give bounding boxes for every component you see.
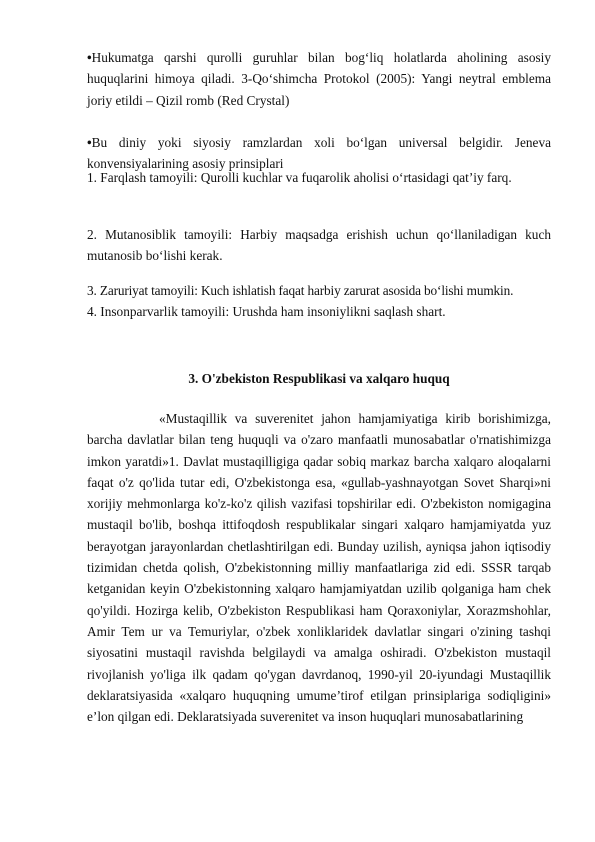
section-heading: 3. O'zbekiston Respublikasi va xalqaro huquq [188,371,450,386]
principle-item-3: 3. Zaruriyat tamoyili: Kuch ishlatish faqat harbiy zarurat asosida bo‘lishi mumkin. [87,283,514,298]
bullet-text: Bu diniy yoki siyosiy ramzlardan xoli bo‘lgan universal belgidir. Jeneva konvensiyalarining asosiy prinsiplari [87,135,551,172]
bullet-text: Hukumatga qarshi qurolli guruhlar bilan bog‘liq holatlarda aholining asosiy huquqlarini himoya qiladi. 3-Qo‘shimcha Protokol (2005): Yangi neytral emblema joriy etildi – Qizil romb (Red Crystal) [87,50,551,108]
principle-item-4: 4. Insonparvarlik tamoyili: Urushda ham insoniylikni saqlash shart. [87,304,446,319]
bullet-paragraph-1 [87,47,551,111]
bullet-marker: • [87,135,92,150]
principle-item-2: 2. Mutanosiblik tamoyili: Harbiy maqsadga erishish uchun qo‘llaniladigan kuch mutanosib bo‘lishi kerak. [87,227,551,264]
principle-item-1: 1. Farqlash tamoyili: Qurolli kuchlar va fuqarolik aholisi o‘rtasidagi qat’iy farq. [87,170,512,185]
body-paragraph: «Mustaqillik va suverenitet jahon hamjamiyatiga kirib borishimizga, barcha davlatlar bilan teng huquqli va o'zaro manfaatli munosabatlar o'rnatishimizga imkon yaratdi»1. Davlat mustaqilligiga qadar sobiq markaz barcha xalqaro aloqalarni faqat o'z qo'lida tutar edi, O'zbekistonga esa, «gullab-yashnayotgan Sovet Sharqi»ni xorijiy mehmonlarga ko'z-ko'z qilish vazifasi topshirilar edi. O'zbekiston nomigagina mustaqil bo'lib, boshqa ittifoqdosh respublikalar singari xalqaro hamjamiyatda yuz berayotgan jarayonlardan chetlashtirilgan edi. Bunday uzilish, ayniqsa jahon iqtisodiy tizimidan chetda qolish, O'zbekistonning milliy manfaatlariga zid edi. SSSR tarqab ketganidan keyin O'zbekistonning xalqaro hamjamiyatdan uzilib qolganiga ham chek qo'yildi. Hozirga kelib, O'zbekiston Respublikasi ham Qoraxoniylar, Xorazmshohlar, Amir Tem ur va Temuriylar, o'zbek xonliklaridek davlatlar singari o'zining tashqi siyosatini mustaqil ravishda belgilaydi va amalga oshiradi. O'zbekiston mustaqil rivojlanish yo'liga ilk qadam qo'ygan davrdanoq, 1990-yil 20-iyundagi Mustaqillik deklaratsiyasida «xalqaro huquqning umume’tirof etilgan prinsiplariga sodiqligini» e’lon qilgan edi. Deklaratsiyada suverenitet va inson huquqlari munosabatlarining [87,411,551,725]
bullet-marker: • [87,50,92,65]
